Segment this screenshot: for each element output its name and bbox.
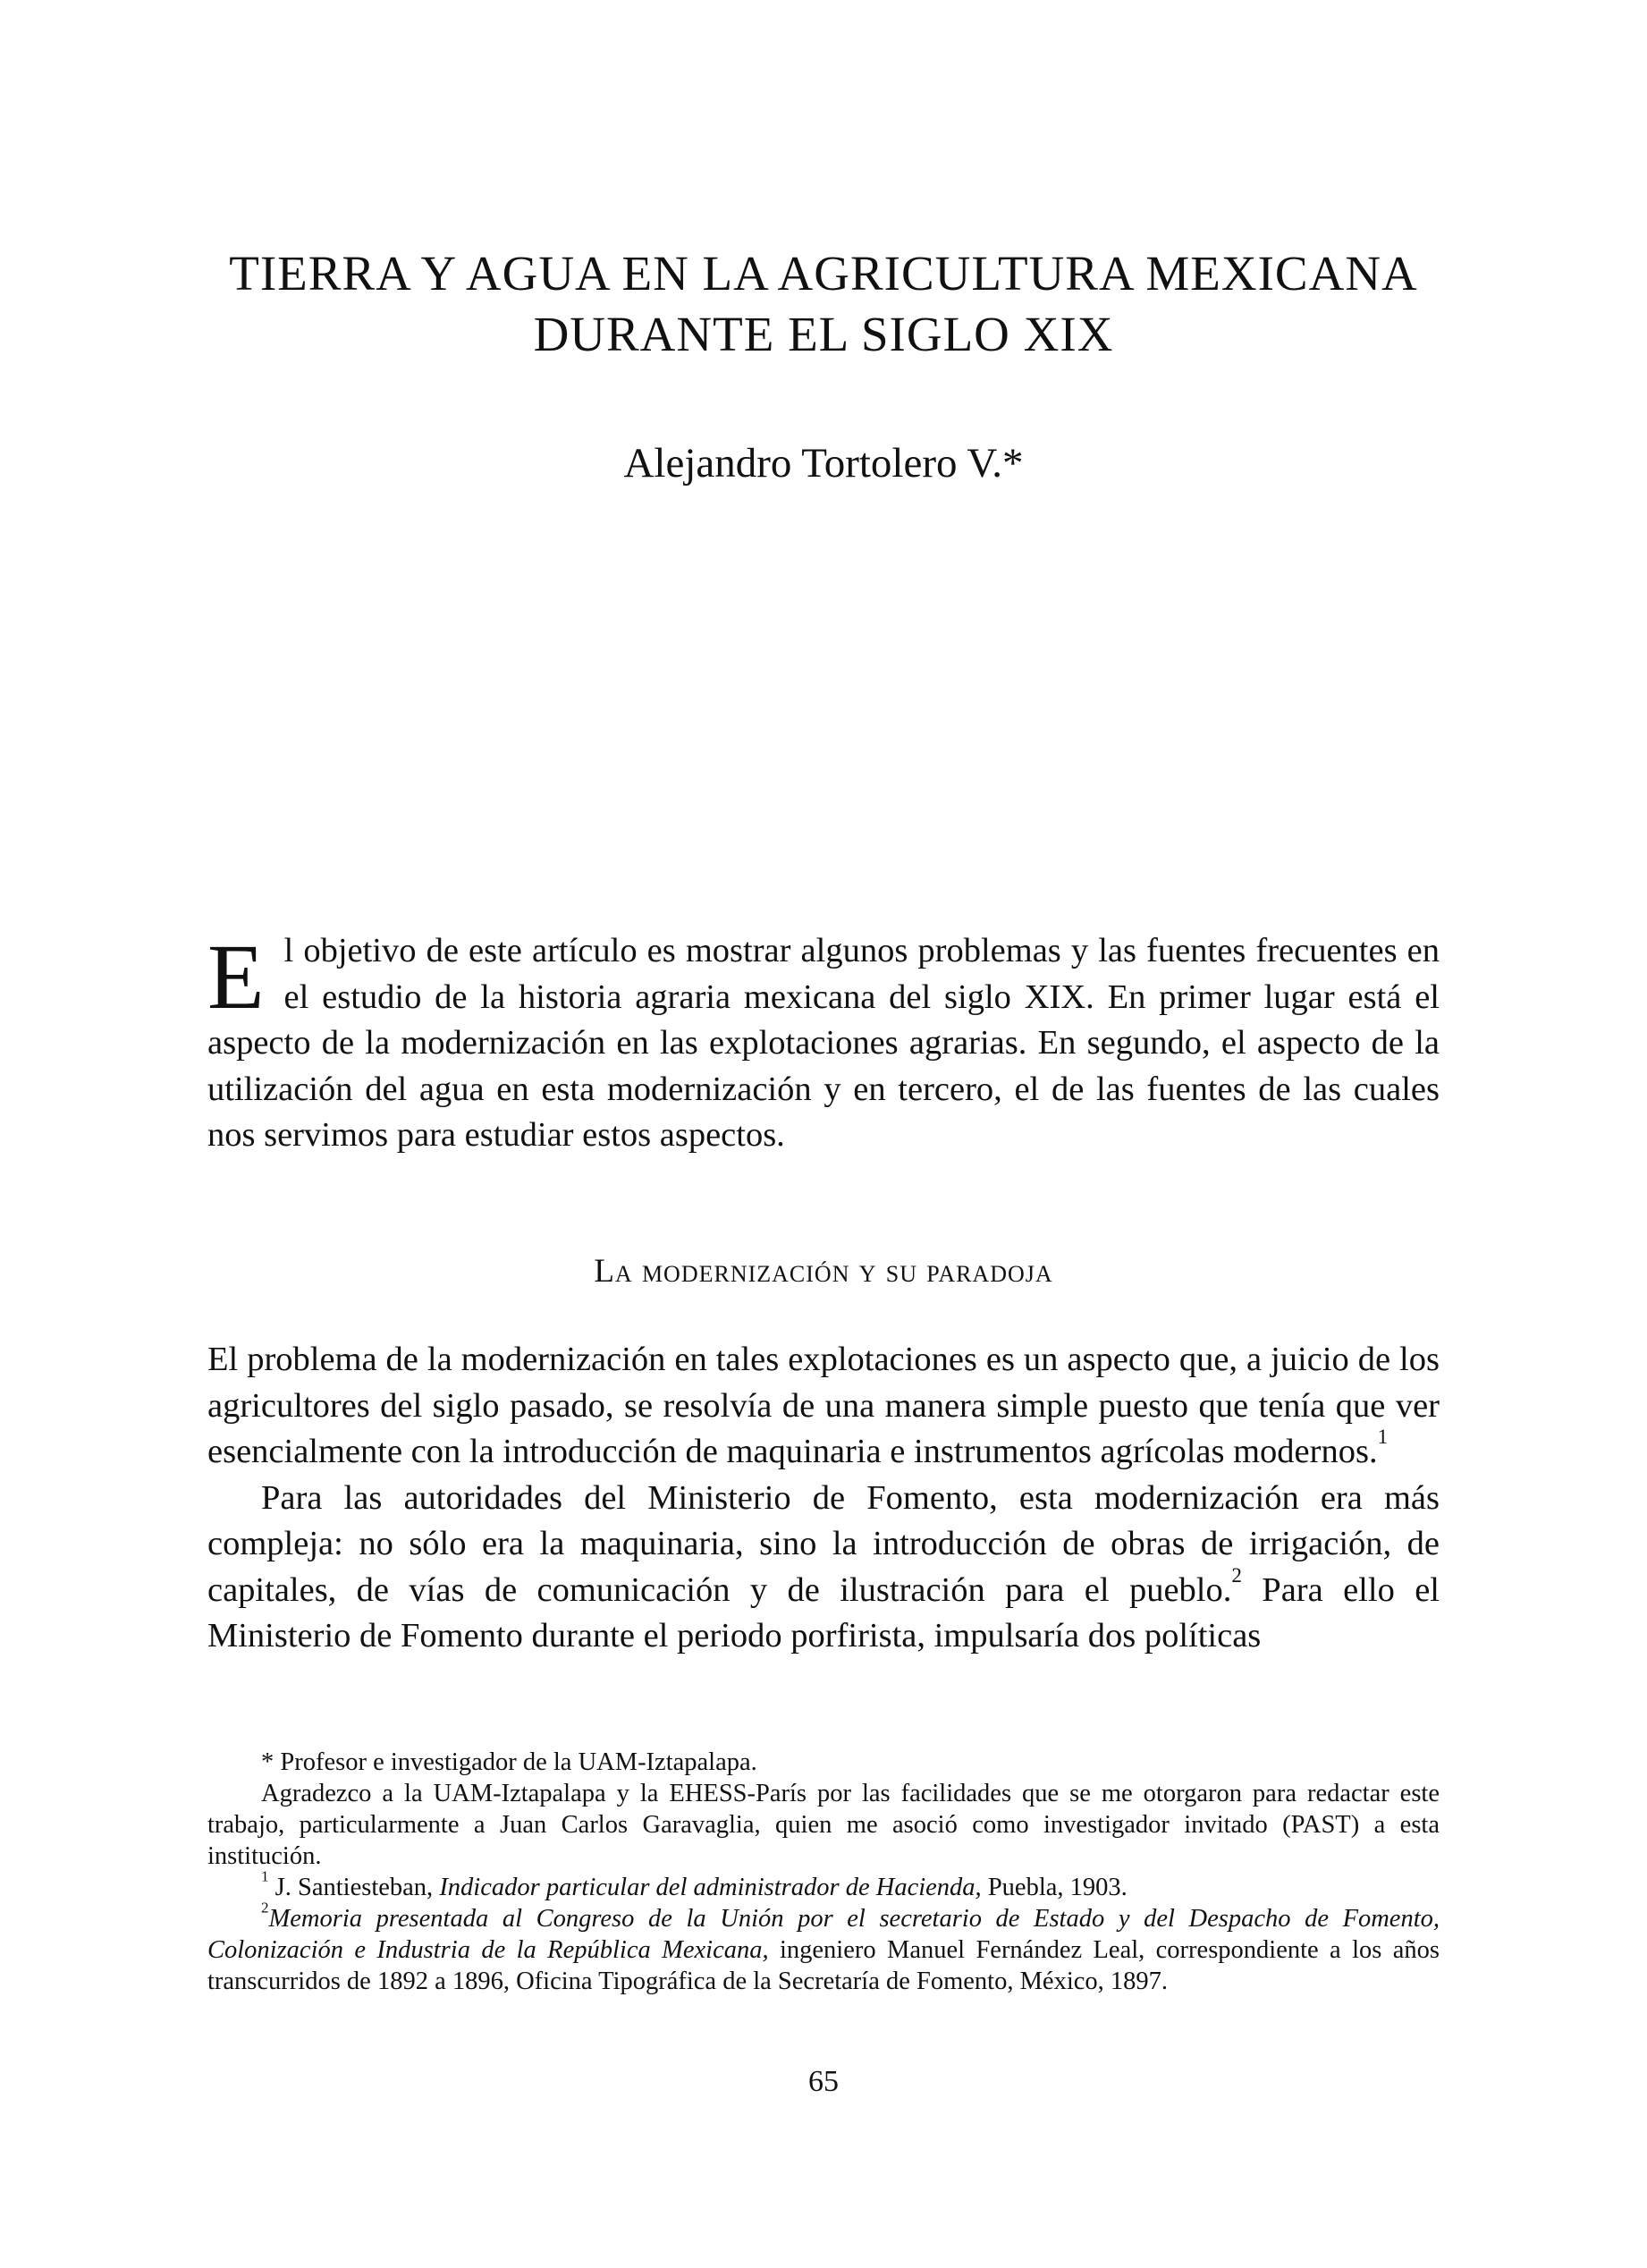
footnote-2 — [207, 1899, 1440, 1997]
footnotes — [207, 1747, 1440, 1997]
footnote-author: * Profesor e investigador de la UAM-Iztapalapa. — [261, 1748, 757, 1776]
drop-cap: E — [207, 926, 265, 1028]
intro-text: l objetivo de este artículo es mostrar algunos problemas y las fuentes frecuentes en el estudio de la historia agraria mexicana del siglo XIX. En primer lugar está el aspecto de la modernización en las explotaciones agrarias. En segundo, el aspecto de la utilización del agua en esta modernización y en tercero, el de las fuentes de las cuales nos servimos para estudiar estos aspectos. — [207, 932, 1440, 1154]
footnote-1-title: Indicador particular del administrador de Hacienda, — [439, 1874, 982, 1901]
footnote-1-suffix: Puebla, 1903. — [981, 1874, 1128, 1901]
footnote-1-prefix: J. Santiesteban, — [268, 1874, 440, 1901]
article-title — [0, 243, 1647, 365]
footnote-2-suffix: ingeniero Manuel Fernández Leal, correspondiente a los años transcurridos de 1892 a 1896, Oficina Tipográfica de la Secretaría de Fomento, México, 1897. — [207, 1936, 1440, 1995]
footnote-1-marker: 1 — [261, 1867, 269, 1885]
author-name: Alejandro Tortolero V.* — [623, 440, 1024, 487]
footnote-ref-1: 1 — [1377, 1425, 1389, 1449]
section-heading: La modernización y su paradoja — [594, 1253, 1053, 1290]
body-paragraph-2-text-b: Para ello el Ministerio de Fomento durante el periodo porfirista, impulsaría dos políticas — [207, 1570, 1440, 1654]
body-paragraph-2-text-a: Para las autoridades del Ministerio de Fomento, esta modernización era más compleja: no sólo era la maquinaria, sino la introducción de obras de irrigación, de capitales, de vías de comunicación y de ilustración para el pueblo. — [207, 1478, 1440, 1609]
body-paragraph-1 — [207, 1337, 1440, 1476]
footnote-2-marker: 2 — [261, 1899, 269, 1917]
body-paragraph-2 — [207, 1476, 1440, 1660]
page-number: 65 — [808, 2065, 839, 2098]
footnote-1 — [207, 1867, 1440, 1903]
article-title-line-1: TIERRA Y AGUA EN LA AGRICULTURA MEXICANA — [229, 246, 1418, 300]
footnote-thanks: Agradezco a la UAM-Iztapalapa y la EHESS-París por las facilidades que se me otorgaron para redactar este trabajo, particularmente a Juan Carlos Garavaglia, quien me asoció como investigador invitado (PAST) a esta institución. — [207, 1780, 1440, 1870]
footnote-2-title: Memoria presentada al Congreso de la Unión por el secretario de Estado y del Despacho de Fomento, Colonización e Industria de la República Mexicana, — [207, 1905, 1440, 1964]
intro-paragraph — [207, 928, 1440, 1159]
footnote-ref-2: 2 — [1231, 1562, 1242, 1587]
body-text — [207, 1337, 1440, 1660]
body-paragraph-1-text: El problema de la modernización en tales explotaciones es un aspecto que, a juicio de los agricultores del siglo pasado, se resolvía de una manera simple puesto que tenía que ver esencialmente con la introducción de maquinaria e instrumentos agrícolas modernos. — [207, 1341, 1440, 1470]
article-title-line-2: DURANTE EL SIGLO XIX — [533, 307, 1114, 361]
